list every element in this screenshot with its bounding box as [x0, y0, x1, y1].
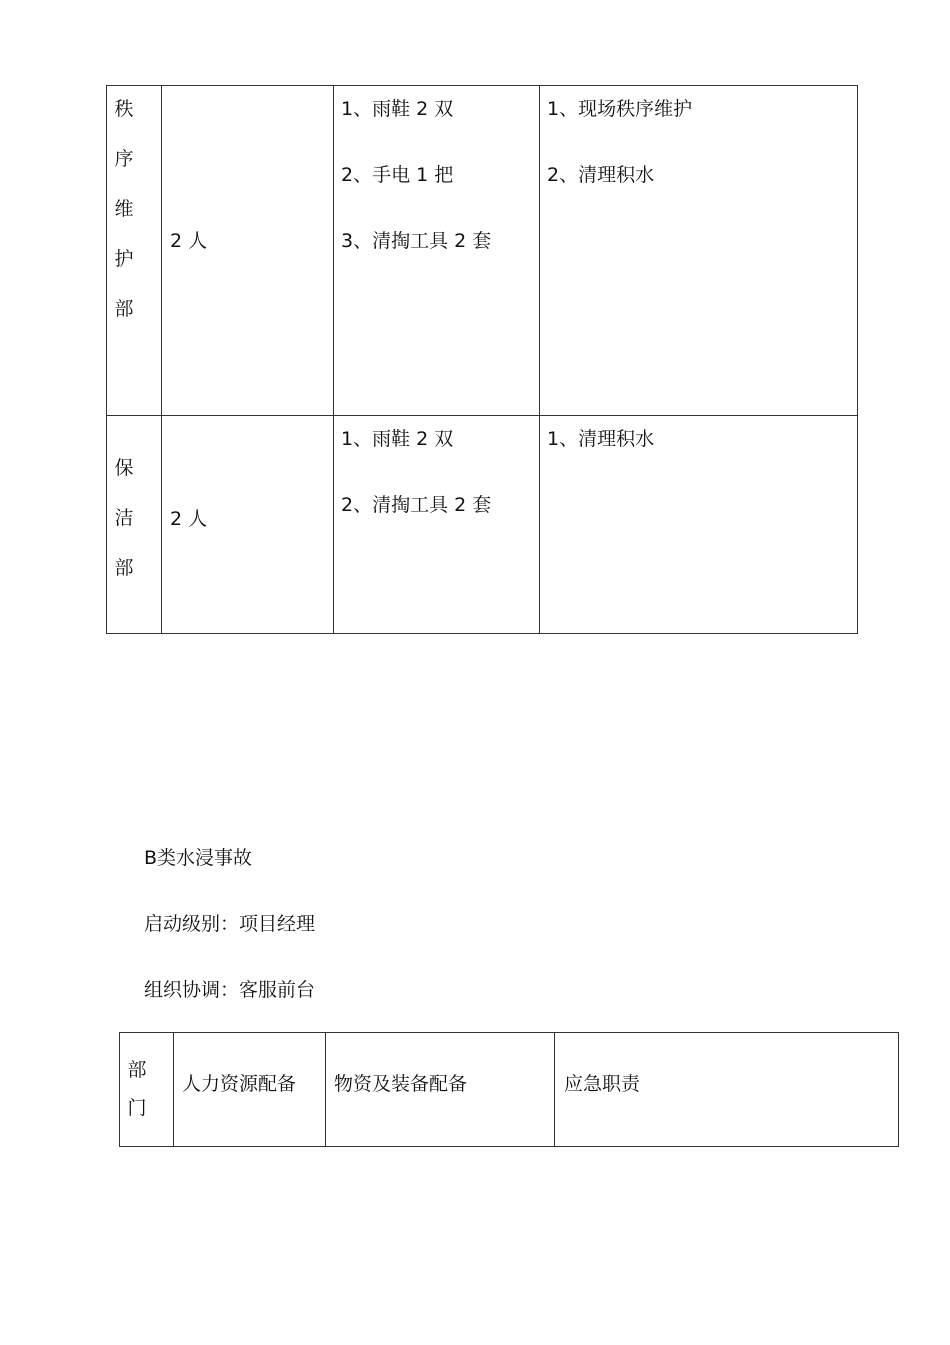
duties-list — [540, 86, 857, 228]
list-item: 1、清理积水 — [547, 428, 655, 450]
staff-cell — [162, 86, 334, 416]
table-row — [107, 86, 858, 416]
duties-cell — [540, 416, 858, 634]
response-table-b — [119, 1032, 899, 1147]
header-dept-vertical: 部 门 — [127, 1059, 147, 1119]
equipment-cell — [334, 86, 540, 416]
staff-count: 2 人 — [170, 230, 208, 252]
list-item: 2、清理积水 — [547, 164, 655, 186]
activation-level: 启动级别：项目经理 — [144, 913, 316, 935]
header-equipment-cell — [326, 1033, 555, 1147]
equipment-list — [334, 416, 539, 558]
dept-cell — [107, 416, 162, 634]
duties-list — [540, 416, 857, 492]
dept-name-vertical: 秩 序 维 护 部 — [114, 98, 134, 320]
dept-cell — [107, 86, 162, 416]
header-duties-cell — [555, 1033, 899, 1147]
equipment-cell — [334, 416, 540, 634]
header-staff: 人力资源配备 — [182, 1073, 297, 1095]
list-item: 2、清掏工具 2 套 — [341, 494, 492, 516]
list-item: 1、现场秩序维护 — [547, 98, 693, 120]
table-row — [107, 416, 858, 634]
coordination: 组织协调：客服前台 — [144, 979, 316, 1001]
table-header-row — [120, 1033, 899, 1147]
list-item: 2、手电 1 把 — [341, 164, 454, 186]
list-item: 1、雨鞋 2 双 — [341, 428, 454, 450]
header-duties: 应急职责 — [564, 1073, 641, 1095]
dept-name-vertical: 保 洁 部 — [114, 457, 134, 579]
staff-count: 2 人 — [170, 508, 208, 530]
response-table-a — [106, 85, 858, 634]
header-equipment: 物资及装备配备 — [334, 1073, 468, 1095]
duties-cell — [540, 86, 858, 416]
section-title: B类水浸事故 — [144, 847, 253, 869]
equipment-list — [334, 86, 539, 294]
header-staff-cell — [174, 1033, 326, 1147]
header-dept-cell — [120, 1033, 174, 1147]
list-item: 1、雨鞋 2 双 — [341, 98, 454, 120]
list-item: 3、清掏工具 2 套 — [341, 230, 492, 252]
staff-cell — [162, 416, 334, 634]
